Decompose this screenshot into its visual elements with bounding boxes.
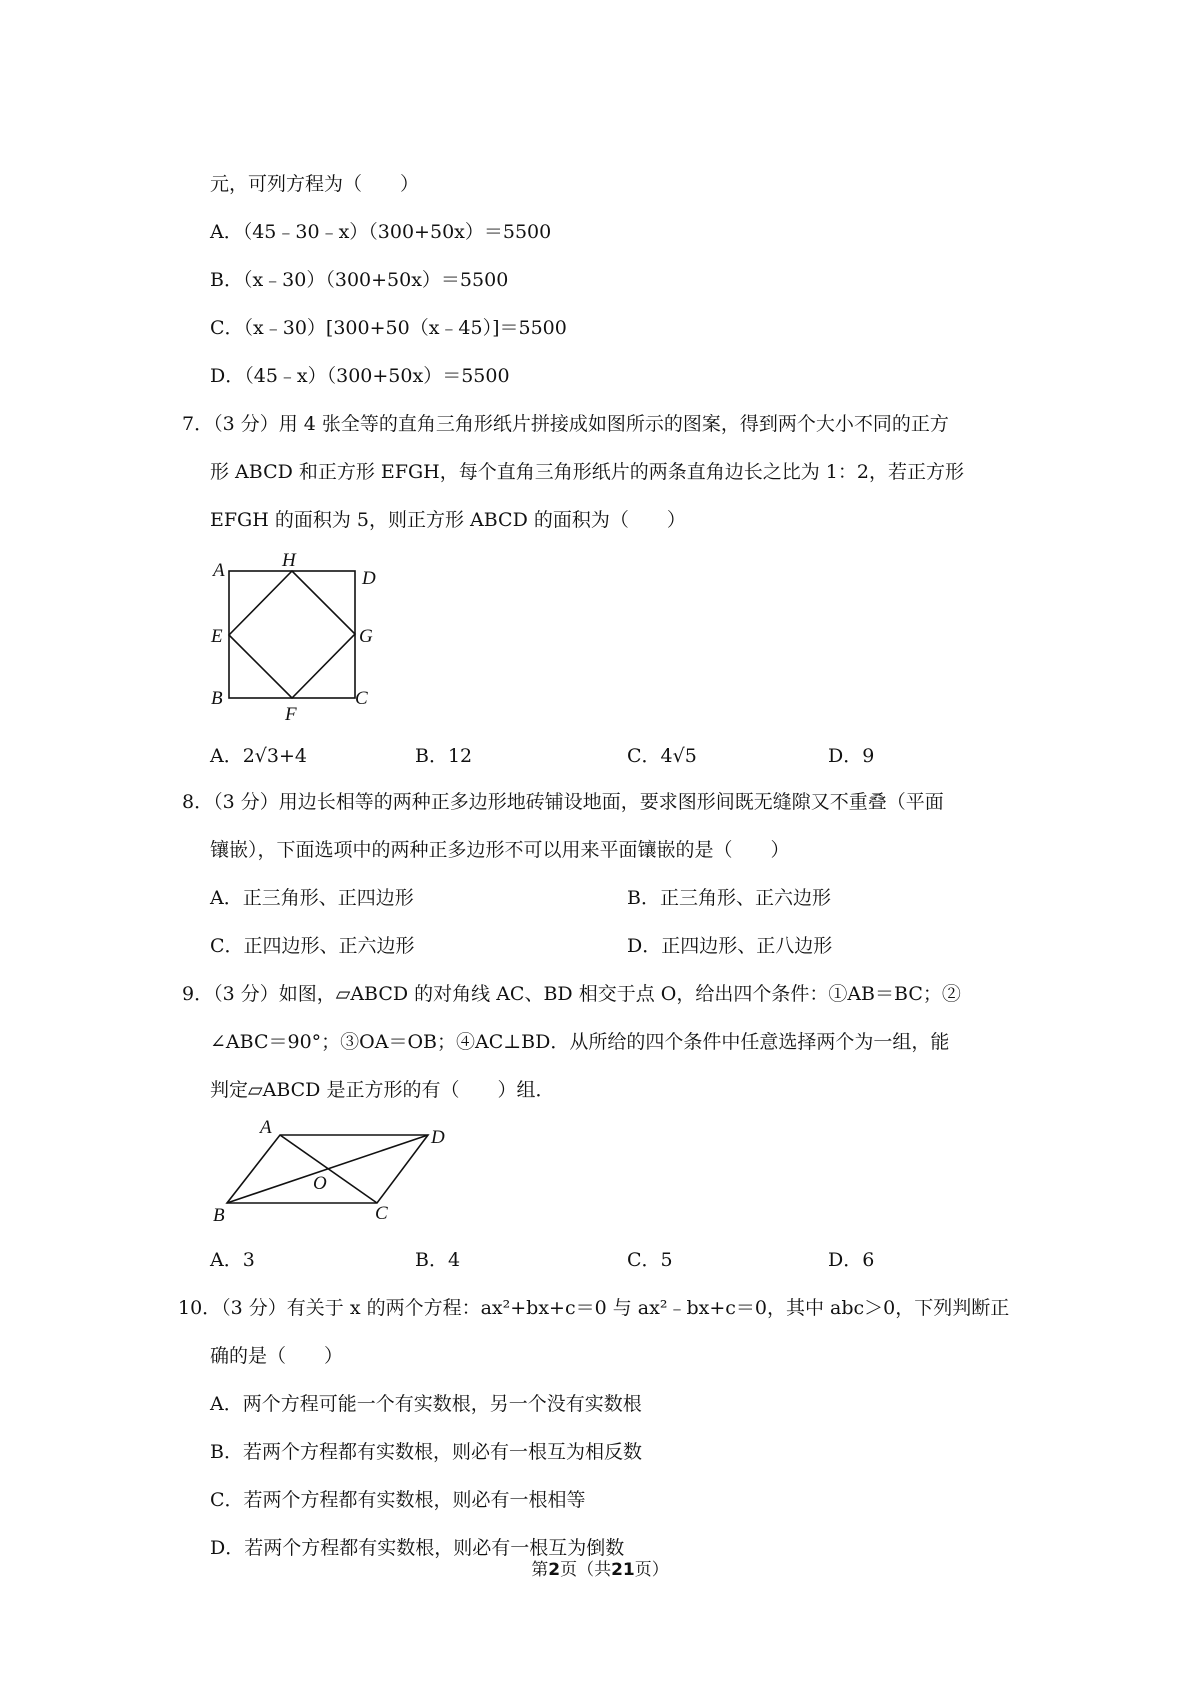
q7-label-a: A [213,560,225,581]
q7-stem-line-2: 形 ABCD 和正方形 EFGH，每个直角三角形纸片的两条直角边长之比为 1：2，若正方形 [210,461,964,483]
q8-option-a: A．正三角形、正四边形 [210,887,414,909]
q9-option-c: C．5 [627,1249,673,1271]
q8-option-b: B．正三角形、正六边形 [627,887,831,909]
q6-option-b: B．（x﹣30）（300+50x）＝5500 [210,269,509,291]
q7-option-a: A．2√3+4 [210,745,308,767]
q7-stem-line-1: 7．（3 分）用 4 张全等的直角三角形纸片拼接成如图所示的图案，得到两个大小不同的正方 [182,413,949,435]
q7-label-f: F [285,704,297,723]
footer-page-number: 2 [548,1560,561,1580]
q9-label-d: D [431,1127,445,1148]
q7-option-d: D．9 [828,745,875,767]
q6-option-c: C．（x﹣30）[300+50（x﹣45）]＝5500 [210,317,567,339]
q8-stem-line-2: 镶嵌），下面选项中的两种正多边形不可以用来平面镶嵌的是（ ） [210,839,790,861]
q8-option-c: C．正四边形、正六边形 [210,935,415,957]
footer-suffix: 页） [634,1560,669,1580]
q9-label-o: O [313,1173,327,1194]
page-footer [0,1558,1200,1582]
q7-label-b: B [211,688,223,709]
q7-label-d: D [362,568,376,589]
q10-option-c: C．若两个方程都有实数根，则必有一根相等 [210,1489,586,1511]
q8-option-d: D．正四边形、正八边形 [627,935,833,957]
q7-stem-line-3: EFGH 的面积为 5，则正方形 ABCD 的面积为（ ） [210,509,686,531]
q9-label-a: A [260,1117,272,1138]
q6-stem-continuation: 元，可列方程为（ ） [210,173,420,195]
q9-parallelogram-figure [205,1115,455,1230]
footer-prefix: 第 [531,1560,549,1580]
q9-stem-line-2: ∠ABC＝90°；③OA＝OB；④AC⊥BD．从所给的四个条件中任意选择两个为一组，能 [210,1031,950,1053]
q9-label-c: C [375,1203,388,1224]
q9-option-b: B．4 [415,1249,461,1271]
footer-mid: 页（共 [560,1560,612,1580]
q7-label-g: G [359,626,373,647]
q7-option-b: B．12 [415,745,473,767]
q9-option-a: A．3 [210,1249,255,1271]
q10-stem-line-2: 确的是（ ） [210,1345,344,1367]
q9-option-d: D．6 [828,1249,875,1271]
q10-option-b: B．若两个方程都有实数根，则必有一根互为相反数 [210,1441,642,1463]
q10-option-d: D．若两个方程都有实数根，则必有一根互为倒数 [210,1537,625,1559]
q9-stem-line-3: 判定▱ABCD 是正方形的有（ ）组． [210,1079,555,1101]
q9-stem-line-1: 9．（3 分）如图，▱ABCD 的对角线 AC、BD 相交于点 O，给出四个条件：①AB＝BC；② [182,983,961,1005]
q7-label-h: H [282,550,296,571]
q7-label-c: C [355,688,368,709]
q9-label-b: B [213,1205,225,1226]
footer-total-pages: 21 [611,1560,635,1580]
q8-stem-line-1: 8．（3 分）用边长相等的两种正多边形地砖铺设地面，要求图形间既无缝隙又不重叠（平面 [182,791,944,813]
q6-option-a: A．（45﹣30﹣x）（300+50x）＝5500 [210,221,552,243]
q6-option-d: D．（45﹣x）（300+50x）＝5500 [210,365,510,387]
q10-option-a: A．两个方程可能一个有实数根，另一个没有实数根 [210,1393,642,1415]
q10-stem-line-1: 10．（3 分）有关于 x 的两个方程：ax²+bx+c＝0 与 ax²﹣bx+c＝0，其中 abc＞0，下列判断正 [178,1297,1010,1319]
q7-label-e: E [211,626,223,647]
q7-square-figure [205,548,390,723]
q7-option-c: C．4√5 [627,745,697,767]
